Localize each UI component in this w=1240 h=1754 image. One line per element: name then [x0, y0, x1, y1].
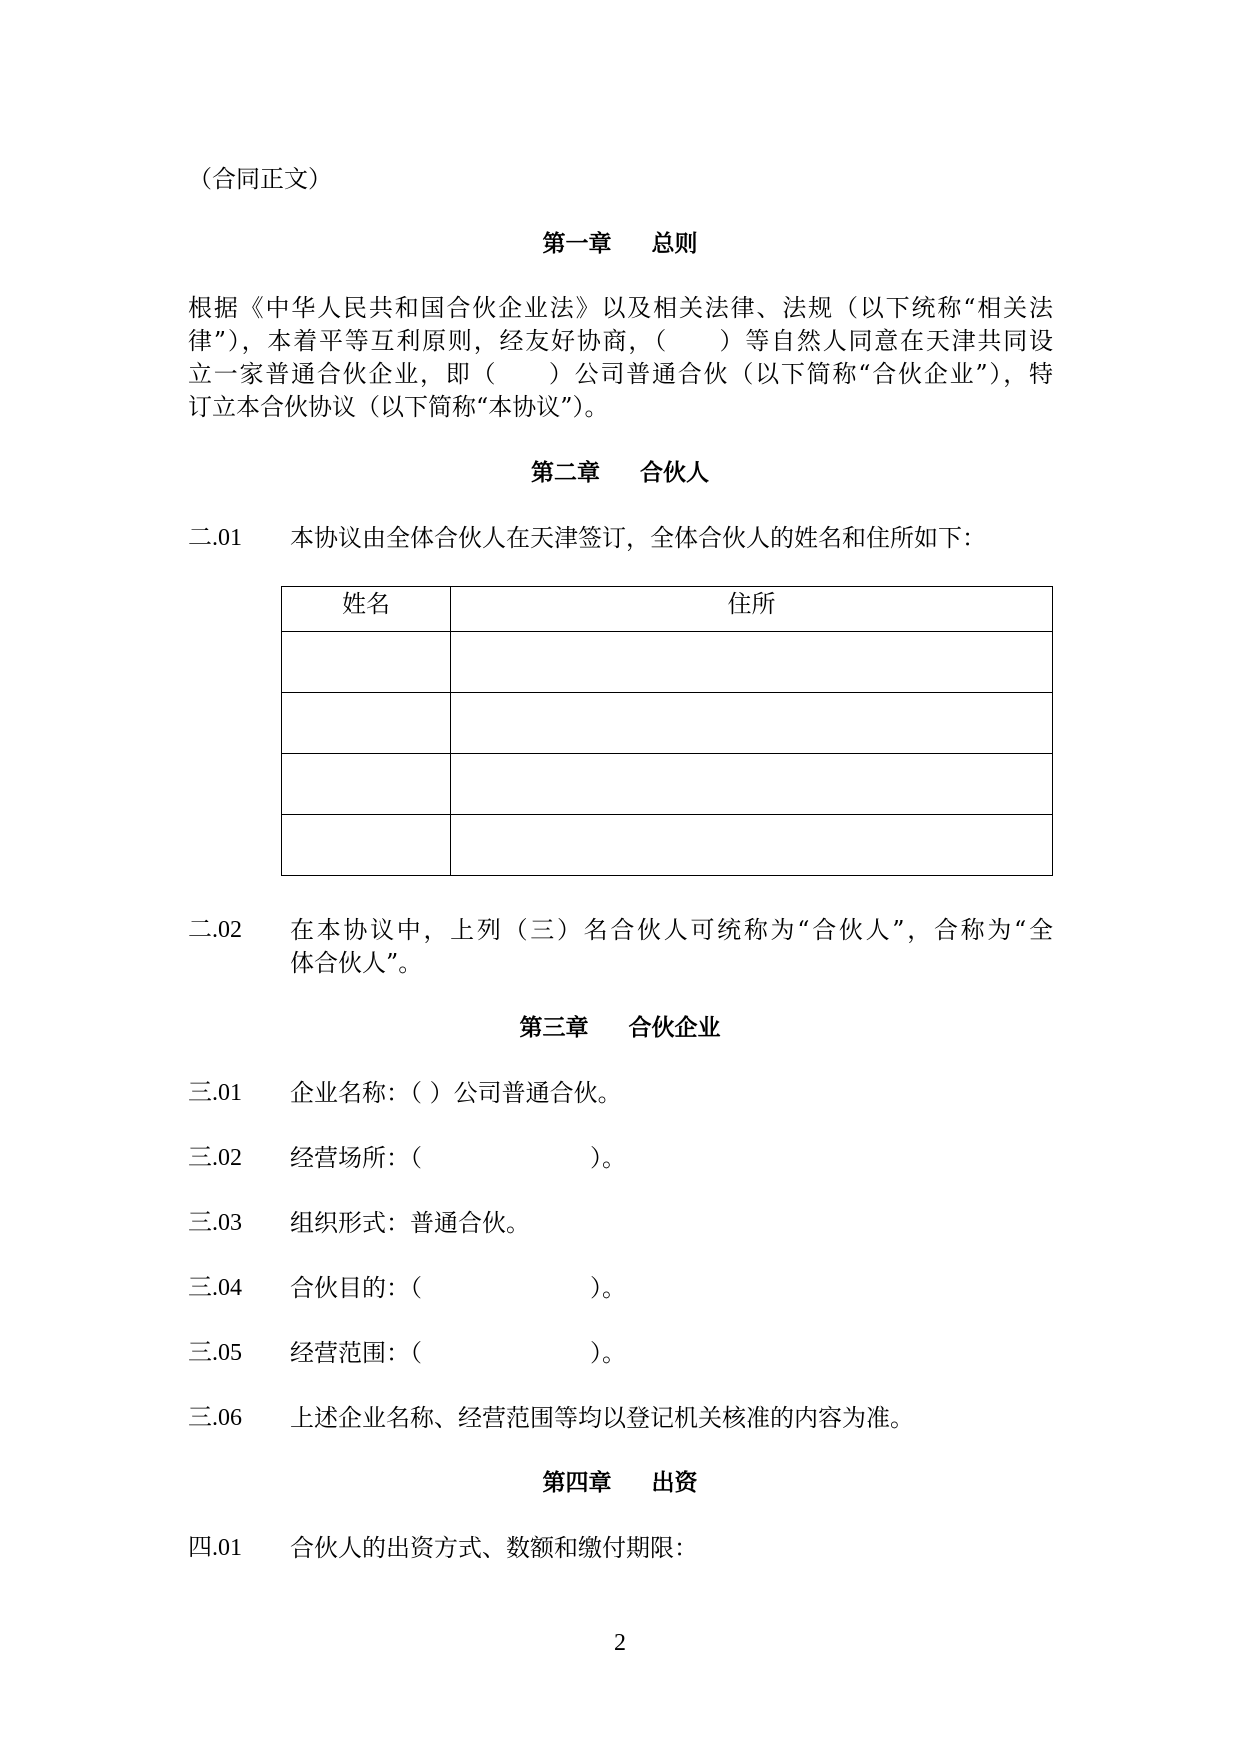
clause-text: 上述企业名称、经营范围等均以登记机关核准的内容为准。	[290, 1404, 914, 1432]
clause-number: 二.02	[188, 917, 242, 943]
chapter-4-heading	[0, 1467, 1240, 1499]
document-label: （合同正文）	[188, 165, 332, 193]
partner-address-cell	[451, 754, 1053, 815]
partner-table	[281, 586, 1053, 876]
clause-text: 企业名称：（ ）公司普通合伙。	[290, 1079, 622, 1107]
clause-number: 三.05	[188, 1340, 242, 1366]
chapter-2-title: 合伙人	[640, 460, 709, 486]
chapter-1-heading	[0, 228, 1240, 260]
header-name: 姓名	[282, 587, 451, 632]
partner-name-cell	[282, 815, 451, 876]
chapter-1-title: 总则	[651, 231, 698, 257]
partner-address-cell	[451, 815, 1053, 876]
preamble-paragraph	[188, 292, 1053, 424]
chapter-3-title: 合伙企业	[628, 1015, 721, 1041]
table-row	[282, 693, 1053, 754]
table-header-row	[282, 587, 1053, 632]
clause-line: 在本协议中，上列（三）名合伙人可统称为“合伙人”，合称为“全	[290, 916, 1053, 944]
chapter-1-number: 第一章	[542, 231, 612, 257]
clause-number: 三.01	[188, 1080, 242, 1106]
chapter-2-heading	[0, 457, 1240, 489]
clause-number: 二.01	[188, 525, 242, 551]
clause-text: 合伙目的：（ ）。	[290, 1274, 626, 1302]
partner-address-cell	[451, 632, 1053, 693]
clause-number: 三.02	[188, 1145, 242, 1171]
clause-line: 体合伙人”。	[290, 949, 423, 977]
preamble-line: 律”），本着平等互利原则，经友好协商，（ ）等自然人同意在天津共同设	[188, 327, 1053, 355]
preamble-line: 根据《中华人民共和国合伙企业法》以及相关法律、法规（以下统称“相关法	[188, 294, 1053, 322]
preamble-line: 立一家普通合伙企业，即（ ）公司普通合伙（以下简称“合伙企业”），特	[188, 360, 1053, 388]
clause-text: 本协议由全体合伙人在天津签订，全体合伙人的姓名和住所如下：	[290, 524, 986, 552]
chapter-4-title: 出资	[651, 1470, 698, 1496]
clause-number: 四.01	[188, 1535, 242, 1561]
partner-address-cell	[451, 693, 1053, 754]
clause-number: 三.03	[188, 1210, 242, 1236]
partner-name-cell	[282, 754, 451, 815]
clause-number: 三.06	[188, 1405, 242, 1431]
partner-name-cell	[282, 693, 451, 754]
table-row	[282, 815, 1053, 876]
chapter-2-number: 第二章	[531, 460, 600, 486]
preamble-line: 订立本合伙协议（以下简称“本协议”）。	[188, 393, 609, 421]
page-number: 2	[614, 1630, 626, 1656]
chapter-3-heading	[0, 1012, 1240, 1044]
header-address: 住所	[451, 587, 1053, 632]
clause-text	[290, 914, 1053, 980]
clause-text: 经营场所：（ ）。	[290, 1144, 626, 1172]
clause-number: 三.04	[188, 1275, 242, 1301]
clause-text: 组织形式：普通合伙。	[290, 1209, 530, 1237]
table-row	[282, 632, 1053, 693]
clause-text: 合伙人的出资方式、数额和缴付期限：	[290, 1534, 698, 1562]
partner-name-cell	[282, 632, 451, 693]
chapter-3-number: 第三章	[519, 1015, 589, 1041]
chapter-4-number: 第四章	[542, 1470, 612, 1496]
table-row	[282, 754, 1053, 815]
clause-text: 经营范围：（ ）。	[290, 1339, 626, 1367]
